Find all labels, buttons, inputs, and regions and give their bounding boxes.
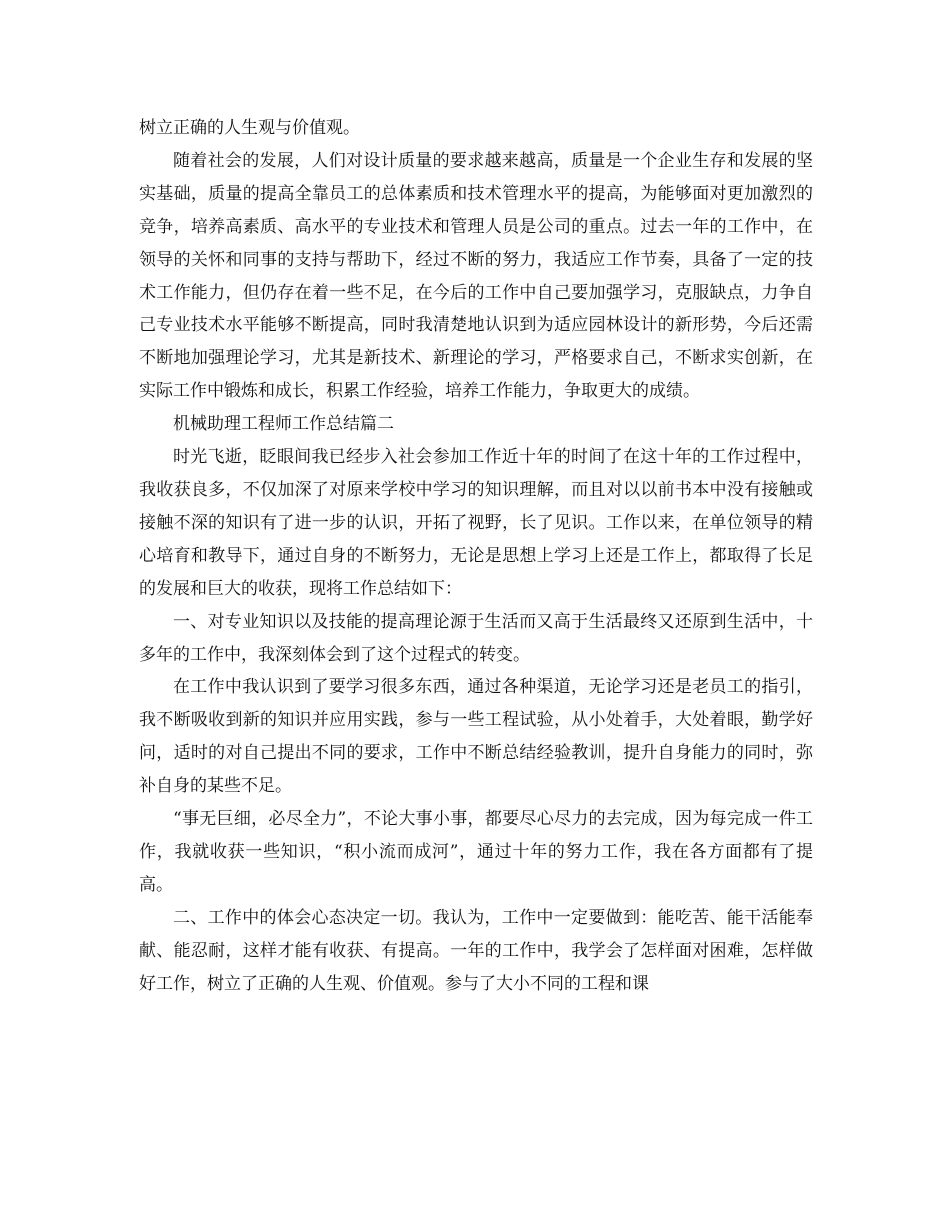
paragraph-learning: 在工作中我认识到了要学习很多东西，通过各种渠道，无论学习还是老员工的指引，我不断吸收到新的知识并应用实践，参与一些工程试验，从小处着手，大处着眼，勤学好问，适时的对自己提出不同的要求，工作中不断总结经验教训，提升自身能力的同时，弥补自身的某些不足。 <box>139 677 813 797</box>
paragraph-quote: “事无巨细，必尽全力”，不论大事小事，都要尽心尽力的去完成，因为每完成一件工作，我就收获一些知识，“积小流而成河”，通过十年的努力工作，我在各方面都有了提高。 <box>139 809 813 895</box>
document-page <box>139 112 813 1000</box>
section-heading: 机械助理工程师工作总结篇二 <box>173 414 394 435</box>
paragraph-intro: 时光飞逝，眨眼间我已经步入社会参加工作近十年的时间了在这十年的工作过程中，我收获良多，不仅加深了对原来学校中学习的知识理解，而且对以以前书本中没有接触或接触不深的知识有了进一步的认识，开拓了视野，长了见识。工作以来，在单位领导的精心培育和教导下，通过自身的不断努力，无论是思想上学习上还是工作上，都取得了长足的发展和巨大的收获，现将工作总结如下： <box>139 447 813 599</box>
paragraph-point-two: 二、工作中的体会心态决定一切。我认为，工作中一定要做到：能吃苦、能干活能奉献、能忍耐，这样才能有收获、有提高。一年的工作中，我学会了怎样面对困难，怎样做好工作，树立了正确的人生观、价值观。参与了大小不同的工程和课 <box>139 907 813 994</box>
paragraph-quality: 随着社会的发展，人们对设计质量的要求越来越高，质量是一个企业生存和发展的坚实基础，质量的提高全靠员工的总体素质和技术管理水平的提高，为能够面对更加激烈的竞争，培养高素质、高水平的专业技术和管理人员是公司的重点。过去一年的工作中，在领导的关怀和同事的支持与帮助下，经过不断的努力，我适应工作节奏，具备了一定的技术工作能力，但仍存在着一些不足，在今后的工作中自己要加强学习，克服缺点，力争自己专业技术水平能够不断提高，同时我清楚地认识到为适应园林设计的新形势，今后还需不断地加强理论学习，尤其是新技术、新理论的学习，严格要求自己，不断求实创新，在实际工作中锻炼和成长，积累工作经验，培养工作能力，争取更大的成绩。 <box>139 150 813 402</box>
paragraph-point-one: 一、对专业知识以及技能的提高理论源于生活而又高于生活最终又还原到生活中，十多年的工作中，我深刻体会到了这个过程式的转变。 <box>139 611 813 665</box>
paragraph-continuation: 树立正确的人生观与价值观。 <box>139 118 360 138</box>
